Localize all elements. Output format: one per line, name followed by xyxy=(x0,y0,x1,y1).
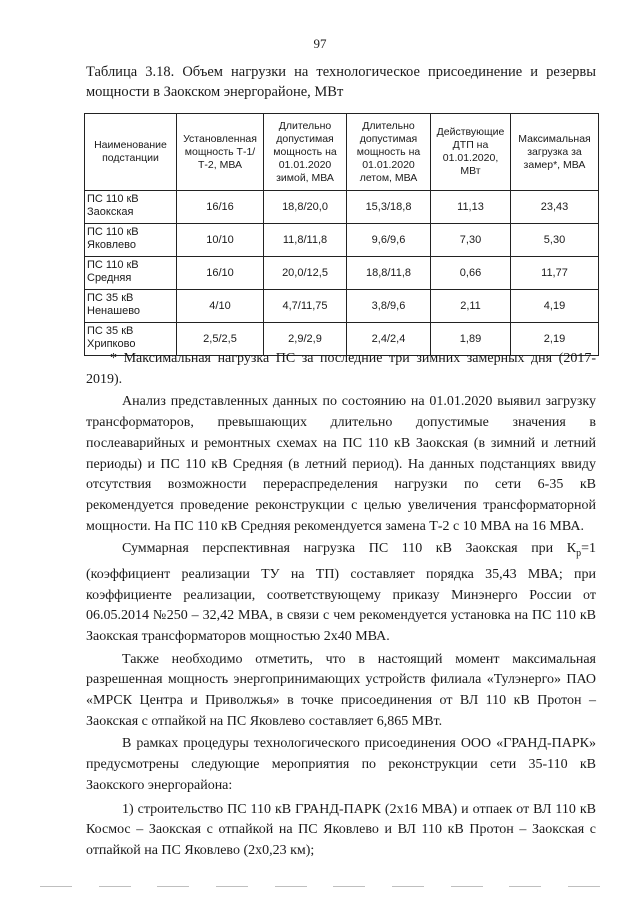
substation-name: ПС 35 кВ Хрипково xyxy=(85,323,177,356)
paragraph-grand-park: В рамках процедуры технологического присоединения ООО «ГРАНД-ПАРК» предусмотрены следующие мероприятия по реконструкции сети 35-110 кВ Заокского энергорайона: xyxy=(86,736,596,793)
paragraph-measure-1: 1) строительство ПС 110 кВ ГРАНД-ПАРК (2х16 МВА) и отпаек от ВЛ 110 кВ Космос – Заокская с отпайкой на ПС Яковлево и ВЛ 110 кВ Протон – Заокская с отпайкой на ПС Яковлево (2х0,23 км); xyxy=(86,801,596,858)
header-max-load: Максимальная загрузка за замер*, МВА xyxy=(511,114,599,191)
installed-cell: 2,5/2,5 xyxy=(177,323,264,356)
max-load-cell: 23,43 xyxy=(511,191,599,224)
table-row xyxy=(85,191,599,224)
scan-artifacts xyxy=(40,886,600,890)
winter-cell: 4,7/11,75 xyxy=(264,290,347,323)
dtp-cell: 7,30 xyxy=(431,224,511,257)
paragraph-analysis: Анализ представленных данных по состоянию на 01.01.2020 выявил загрузку трансформаторов, превышающих длительно допустимые значения в послеаварийных и ремонтных схемах на ПС 110 кВ Заокская (в зимний и летний периоды) и ПС 110 кВ Средняя (в летний период). На данных подстанциях ввиду отсутствия возможности перераспределения нагрузки по сети 6-35 кВ рекомендуется проведение реконструкции с целью увеличения трансформаторной мощности. На ПС 110 кВ Средняя рекомендуется замена Т-2 с 10 МВА на 16 МВА. xyxy=(86,394,596,534)
table-row xyxy=(85,224,599,257)
body-text xyxy=(86,349,596,864)
table-caption: Таблица 3.18. Объем нагрузки на технологическое присоединение и резервы мощности в Заокском энергорайоне, МВт xyxy=(86,64,596,100)
winter-cell: 18,8/20,0 xyxy=(264,191,347,224)
substation-name: ПС 110 кВ Средняя xyxy=(85,257,177,290)
summer-cell: 15,3/18,8 xyxy=(347,191,431,224)
header-installed-power: Установленная мощность Т-1/Т-2, МВА xyxy=(177,114,264,191)
table-row xyxy=(85,290,599,323)
summer-cell: 9,6/9,6 xyxy=(347,224,431,257)
dtp-cell: 2,11 xyxy=(431,290,511,323)
summer-cell: 2,4/2,4 xyxy=(347,323,431,356)
installed-cell: 16/16 xyxy=(177,191,264,224)
winter-cell: 20,0/12,5 xyxy=(264,257,347,290)
dtp-cell: 11,13 xyxy=(431,191,511,224)
summer-cell: 18,8/11,8 xyxy=(347,257,431,290)
header-winter-capacity: Длительно допустимая мощность на 01.01.2020 зимой, МВА xyxy=(264,114,347,191)
dtp-cell: 1,89 xyxy=(431,323,511,356)
paragraph-prospective-load: Суммарная перспективная нагрузка ПС 110 кВ Заокская при $К_р=1$ (коэффициент реализации ТУ на ТП) составляет порядка 35,43 МВА; при коэффициенте реализации, соответствующему приказу Минэнерго России от 06.05.2014 №250 – 32,42 МВА, в связи с чем рекомендуется установка на ПС 110 кВ Заокская трансформаторов мощностью 2х40 МВА. xyxy=(86,541,596,644)
table-row xyxy=(85,257,599,290)
summer-cell: 3,8/9,6 xyxy=(347,290,431,323)
subscript-r: р xyxy=(576,548,582,560)
winter-cell: 2,9/2,9 xyxy=(264,323,347,356)
substation-name: ПС 110 кВ Яковлево xyxy=(85,224,177,257)
table-footnote: * Максимальная нагрузка ПС за последние три зимних замерных дня (2017-2019). xyxy=(86,351,596,387)
substation-name: ПС 35 кВ Ненашево xyxy=(85,290,177,323)
table-header-row xyxy=(85,114,599,191)
installed-cell: 4/10 xyxy=(177,290,264,323)
installed-cell: 16/10 xyxy=(177,257,264,290)
winter-cell: 11,8/11,8 xyxy=(264,224,347,257)
page-number: 97 xyxy=(313,36,327,51)
substation-name: ПС 110 кВ Заокская xyxy=(85,191,177,224)
paragraph-permitted-power: Также необходимо отметить, что в настоящий момент максимальная разрешенная мощность энергопринимающих устройств филиала «Тулэнерго» ПАО «МРСК Центра и Приволжья» в точке присоединения от ВЛ 110 кВ Протон – Заокская с отпайкой на ПС Яковлево составляет 6,865 МВт. xyxy=(86,651,596,729)
max-load-cell: 2,19 xyxy=(511,323,599,356)
dtp-cell: 0,66 xyxy=(431,257,511,290)
header-substation: Наименование подстанции xyxy=(85,114,177,191)
installed-cell: 10/10 xyxy=(177,224,264,257)
max-load-cell: 11,77 xyxy=(511,257,599,290)
header-summer-capacity: Длительно допустимая мощность на 01.01.2020 летом, МВА xyxy=(347,114,431,191)
max-load-cell: 5,30 xyxy=(511,224,599,257)
load-table xyxy=(84,113,599,356)
header-dtp: Действующие ДТП на 01.01.2020, МВт xyxy=(431,114,511,191)
max-load-cell: 4,19 xyxy=(511,290,599,323)
